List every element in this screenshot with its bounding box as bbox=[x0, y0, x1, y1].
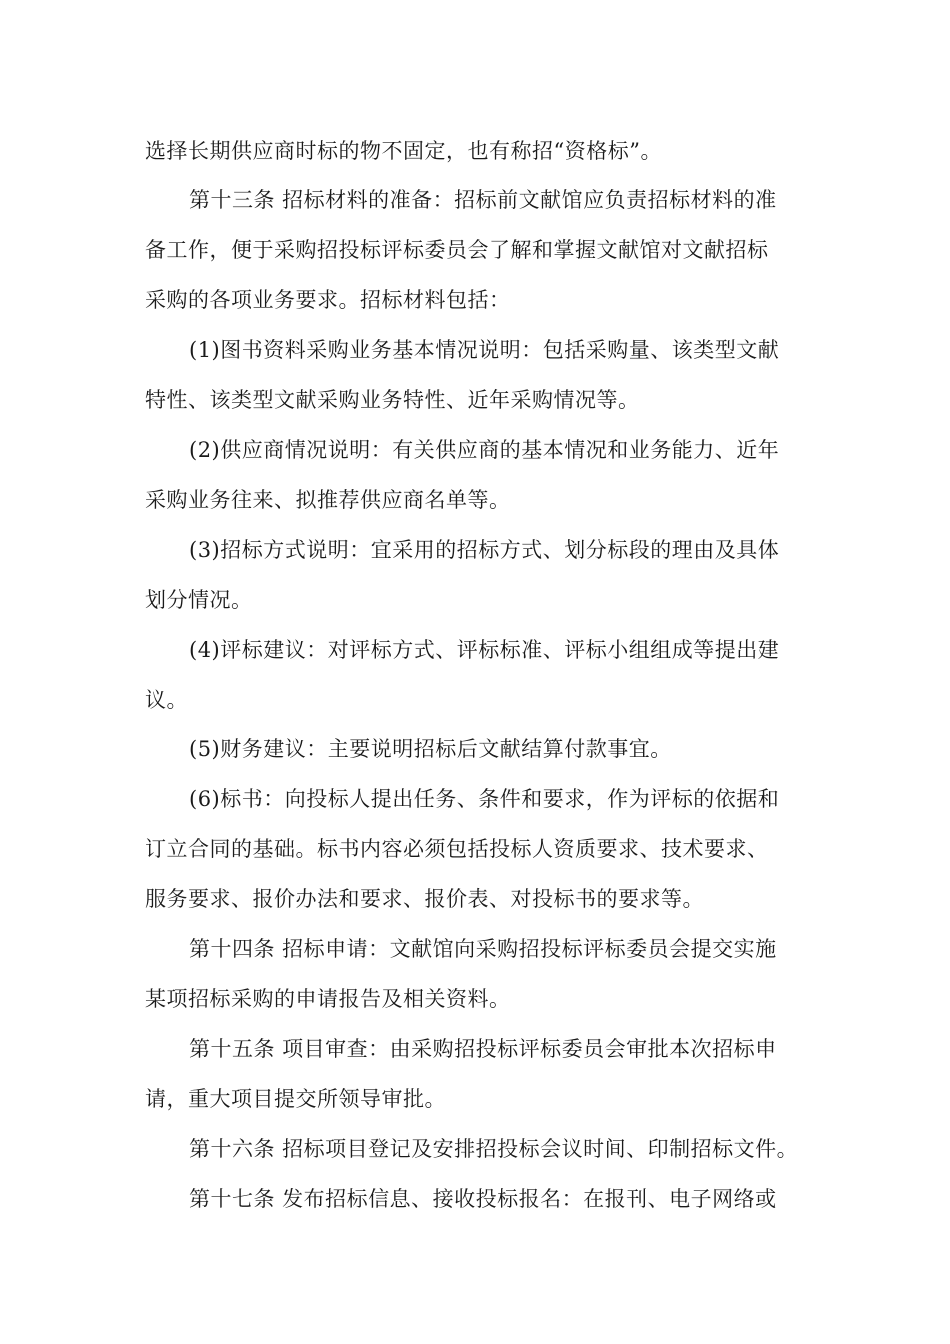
text-line: 第十七条 发布招标信息、接收投标报名：在报刊、电子网络或 bbox=[189, 1187, 777, 1211]
text-line: (2)供应商情况说明：有关供应商的基本情况和业务能力、近年 bbox=[189, 438, 780, 462]
text-line: (6)标书：向投标人提出任务、条件和要求，作为评标的依据和 bbox=[189, 787, 780, 811]
text-line: (1)图书资料采购业务基本情况说明：包括采购量、该类型文献 bbox=[189, 338, 780, 362]
text-line: (3)招标方式说明：宜采用的招标方式、划分标段的理由及具体 bbox=[189, 538, 780, 562]
text-line: 特性、该类型文献采购业务特性、近年采购情况等。 bbox=[145, 388, 640, 412]
text-line: 采购业务往来、拟推荐供应商名单等。 bbox=[145, 488, 511, 512]
text-line: 第十五条 项目审查：由采购招投标评标委员会审批本次招标申 bbox=[189, 1037, 777, 1061]
text-line: 订立合同的基础。标书内容必须包括投标人资质要求、技术要求、 bbox=[145, 837, 769, 861]
text-line: 第十六条 招标项目登记及安排招投标会议时间、印制招标文件。 bbox=[189, 1137, 799, 1161]
text-line: 服务要求、报价办法和要求、报价表、对投标书的要求等。 bbox=[145, 887, 704, 911]
text-line: 议。 bbox=[145, 688, 188, 712]
text-line: 某项招标采购的申请报告及相关资料。 bbox=[145, 987, 511, 1011]
text-line: 第十三条 招标材料的准备：招标前文献馆应负责招标材料的准 bbox=[189, 188, 777, 212]
text-line: 划分情况。 bbox=[145, 588, 253, 612]
text-line: 第十四条 招标申请：文献馆向采购招投标评标委员会提交实施 bbox=[189, 937, 777, 961]
text-line: (4)评标建议：对评标方式、评标标准、评标小组组成等提出建 bbox=[189, 638, 780, 662]
text-line: 选择长期供应商时标的物不固定，也有称招“资格标”。 bbox=[145, 139, 662, 163]
text-line: 请，重大项目提交所领导审批。 bbox=[145, 1087, 446, 1111]
text-line: (5)财务建议：主要说明招标后文献结算付款事宜。 bbox=[189, 737, 672, 761]
text-line: 采购的各项业务要求。招标材料包括： bbox=[145, 288, 511, 312]
text-line: 备工作，便于采购招投标评标委员会了解和掌握文献馆对文献招标 bbox=[145, 238, 769, 262]
